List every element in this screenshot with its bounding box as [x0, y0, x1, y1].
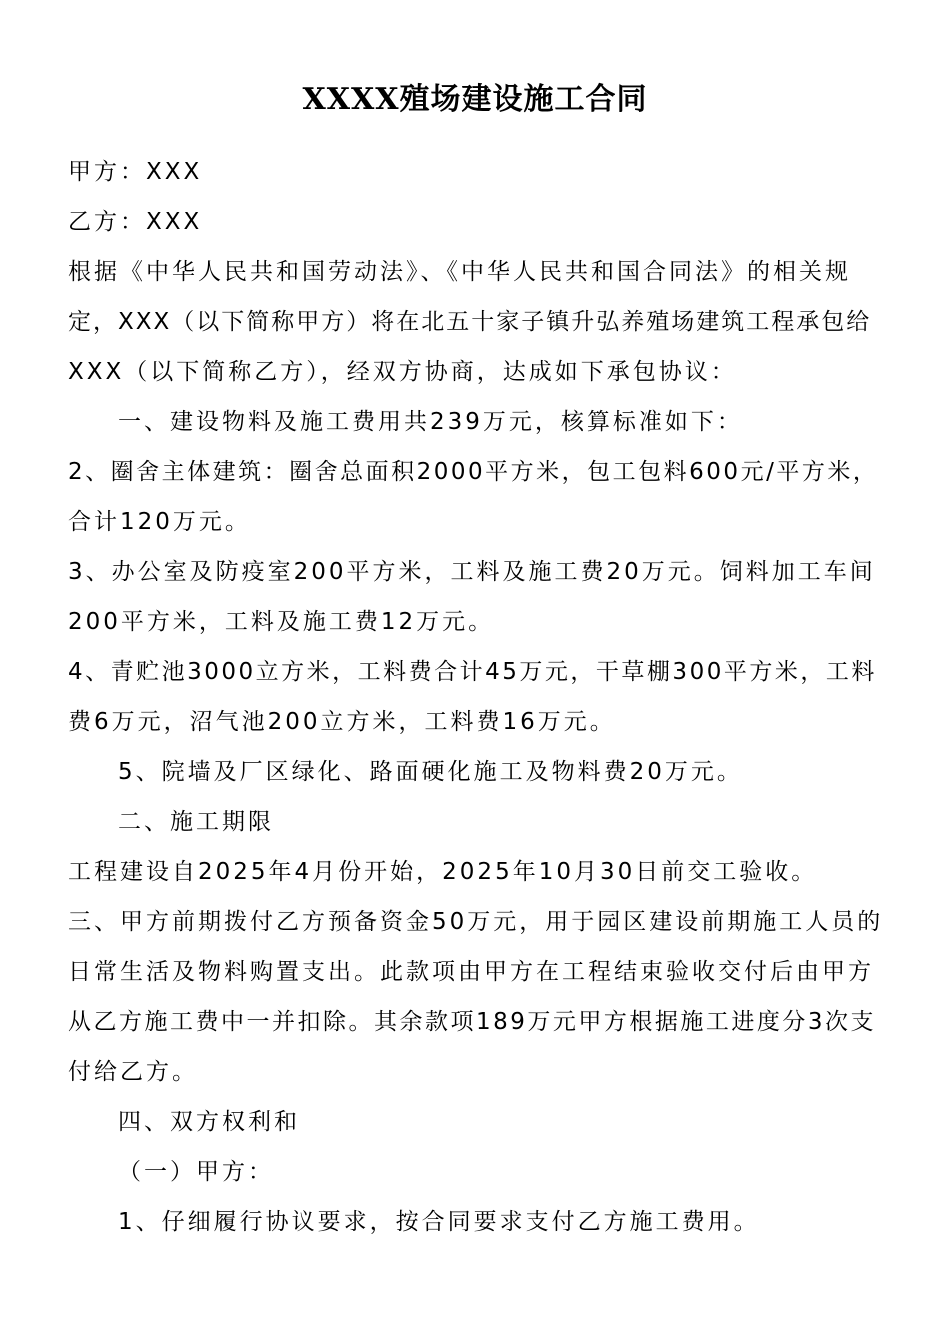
preamble-line-2: 定，XXX（以下简称甲方）将在北五十家子镇升弘养殖场建筑工程承包给	[68, 309, 872, 335]
item-5-line: 5、院墙及厂区绿化、路面硬化施工及物料费20万元。	[118, 759, 743, 785]
section-2-heading: 二、施工期限	[118, 809, 274, 835]
preamble-line-3: XXX（以下简称乙方），经双方协商，达成如下承包协议：	[68, 359, 737, 385]
item-2-line-2: 合计120万元。	[68, 509, 251, 535]
party-a-item-1: 1、仔细履行协议要求，按合同要求支付乙方施工费用。	[118, 1209, 760, 1235]
party-a-line: 甲方：XXX	[68, 159, 203, 185]
item-3-line-1: 3、办公室及防疫室200平方米，工料及施工费20万元。饲料加工车间	[68, 559, 876, 585]
preamble-line-1: 根据《中华人民共和国劳动法》、《中华人民共和国合同法》的相关规	[68, 259, 851, 285]
party-a-subheading: （一）甲方：	[118, 1159, 274, 1185]
section-3-line-2: 日常生活及物料购置支出。此款项由甲方在工程结束验收交付后由甲方	[68, 959, 874, 985]
party-b-line: 乙方：XXX	[68, 209, 203, 235]
item-4-line-2: 费6万元，沼气池200立方米，工料费16万元。	[68, 709, 616, 735]
section-4-heading: 四、双方权利和	[118, 1109, 300, 1135]
item-3-line-2: 200平方米，工料及施工费12万元。	[68, 609, 495, 635]
document-body	[68, 147, 883, 1247]
section-3-line-3: 从乙方施工费中一并扣除。其余款项189万元甲方根据施工进度分3次支	[68, 1009, 877, 1035]
section-3-line-4: 付给乙方。	[68, 1059, 198, 1085]
item-4-line-1: 4、青贮池3000立方米，工料费合计45万元，干草棚300平方米，工料	[68, 659, 877, 685]
document-title: XXXX殖场建设施工合同	[302, 82, 648, 117]
schedule-line: 工程建设自2025年4月份开始，2025年10月30日前交工验收。	[68, 859, 818, 885]
section-3-line-1: 三、甲方前期拨付乙方预备资金50万元，用于园区建设前期施工人员的	[68, 909, 884, 935]
section-1-heading: 一、建设物料及施工费用共239万元，核算标准如下：	[118, 409, 743, 435]
item-2-line-1: 2、圈舍主体建筑：圈舍总面积2000平方米，包工包料600元/平方米，	[68, 459, 879, 485]
